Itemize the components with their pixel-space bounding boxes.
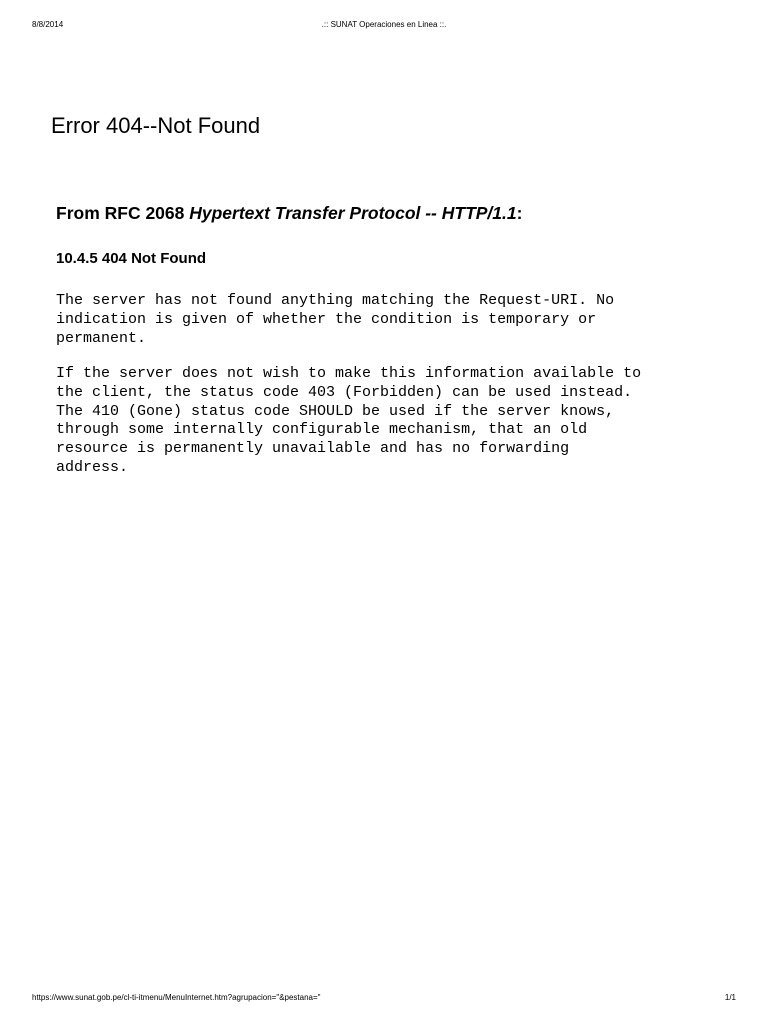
print-footer (0, 993, 768, 1005)
rfc-heading-suffix: : (516, 203, 523, 223)
description-paragraph-2 (56, 365, 641, 478)
rfc-heading-prefix: From RFC 2068 (56, 203, 190, 223)
print-page-number: 1/1 (724, 993, 736, 1002)
rfc-heading-protocol: Hypertext Transfer Protocol -- HTTP/1.1 (189, 203, 517, 223)
paragraph-line: indication is given of whether the condition is temporary or (56, 310, 597, 328)
paragraph-line: address. (56, 458, 129, 476)
print-page-title: .:: SUNAT Operaciones en Linea ::. (321, 20, 447, 29)
print-url: https://www.sunat.gob.pe/cl-ti-itmenu/MenuInternet.htm?agrupacion="&pestana=" (32, 993, 321, 1002)
description-paragraph-1 (56, 292, 614, 348)
rfc-heading (56, 203, 522, 224)
paragraph-line: If the server does not wish to make this information available to (56, 365, 642, 382)
paragraph-line: the client, the status code 403 (Forbidden) can be used instead. (56, 383, 633, 401)
paragraph-line: The 410 (Gone) status code SHOULD be used if the server knows, (56, 402, 615, 420)
paragraph-line: through some internally configurable mechanism, that an old (56, 421, 588, 439)
paragraph-line: permanent. (56, 329, 147, 347)
print-header (0, 20, 768, 32)
paragraph-line: resource is permanently unavailable and has no forwarding (56, 440, 570, 458)
section-heading: 10.4.5 404 Not Found (56, 250, 207, 267)
error-title: Error 404--Not Found (51, 113, 261, 138)
print-date: 8/8/2014 (32, 20, 64, 29)
paragraph-line: The server has not found anything matching the Request-URI. No (56, 292, 615, 309)
